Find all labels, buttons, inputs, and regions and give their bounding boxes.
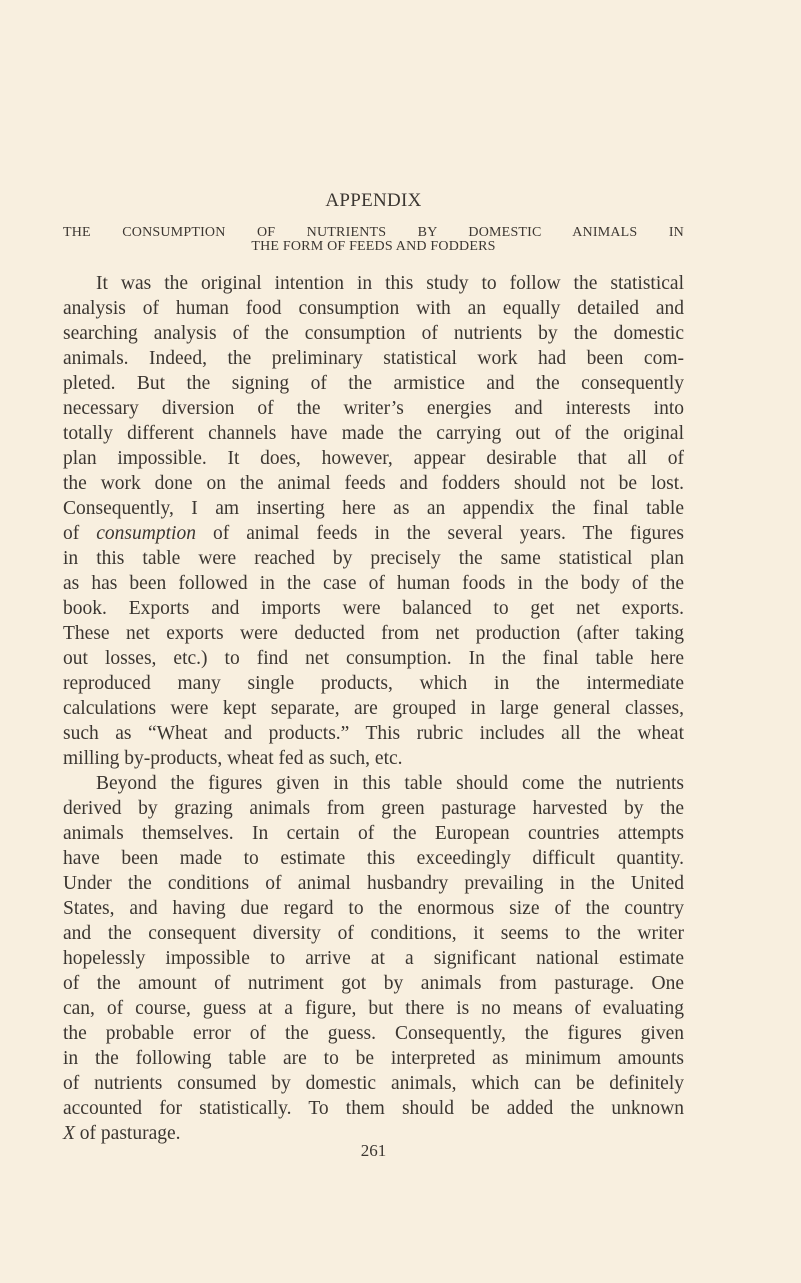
text-segment: of animal feeds in the several years. The figures (195, 523, 684, 544)
text-segment: can, of course, guess at a figure, but there is no means of evaluating (63, 998, 684, 1019)
text-line (63, 521, 684, 546)
text-segment: These net exports were deducted from net production (after taking (63, 623, 684, 644)
paragraph (63, 271, 684, 771)
text-segment: have been made to estimate this exceedingly difficult quantity. (63, 848, 684, 869)
text-segment: the work done on the animal feeds and fodders should not be lost. (63, 473, 684, 494)
text-segment: It was the original intention in this study to follow the statistical (96, 273, 684, 294)
italic-text: X (63, 1123, 75, 1144)
text-line (63, 471, 684, 496)
text-segment: of the amount of nutriment got by animals from pasturage. One (63, 973, 684, 994)
text-line (63, 596, 684, 621)
text-line (63, 1071, 684, 1096)
text-segment: of pasturage. (74, 1123, 181, 1144)
text-line (63, 946, 684, 971)
text-segment: necessary diversion of the writer’s energies and interests into (63, 398, 684, 419)
text-line (63, 571, 684, 596)
text-segment: Consequently, I am inserting here as an appendix the final table (63, 498, 684, 519)
appendix-heading: APPENDIX (325, 190, 422, 211)
text-segment: out losses, etc.) to find net consumption. In the final table here (63, 648, 684, 669)
text-segment: animals. Indeed, the preliminary statistical work had been com- (63, 348, 684, 369)
text-line (63, 746, 684, 771)
text-segment: accounted for statistically. To them should be added the unknown (63, 1098, 684, 1119)
text-line (63, 871, 684, 896)
text-line (63, 621, 684, 646)
subtitle-line-1: THE CONSUMPTION OF NUTRIENTS BY DOMESTIC ANIMALS IN (63, 225, 684, 240)
text-segment: milling by-products, wheat fed as such, etc. (63, 748, 403, 769)
text-line (63, 371, 684, 396)
text-line (63, 1096, 684, 1121)
text-line (63, 771, 684, 796)
text-segment: and the consequent diversity of conditions, it seems to the writer (63, 923, 684, 944)
text-segment: in the following table are to be interpreted as minimum amounts (63, 1048, 684, 1069)
paragraph (63, 771, 684, 1146)
text-line (63, 796, 684, 821)
text-line (63, 721, 684, 746)
text-line (63, 321, 684, 346)
text-line (63, 271, 684, 296)
text-segment: book. Exports and imports were balanced to get net exports. (63, 598, 684, 619)
text-line (63, 696, 684, 721)
text-line (63, 1021, 684, 1046)
text-segment: searching analysis of the consumption of nutrients by the domestic (63, 323, 684, 344)
text-line (63, 1046, 684, 1071)
text-segment: totally different channels have made the carrying out of the original (63, 423, 684, 444)
text-line (63, 421, 684, 446)
text-segment: such as “Wheat and products.” This rubric includes all the wheat (63, 723, 684, 744)
text-segment: plan impossible. It does, however, appear desirable that all of (63, 448, 684, 469)
text-segment: pleted. But the signing of the armistice and the consequently (63, 373, 684, 394)
body-text (63, 271, 684, 1146)
text-segment: of nutrients consumed by domestic animals, which can be definitely (63, 1073, 684, 1094)
page-number: 261 (360, 1141, 387, 1160)
text-line (63, 671, 684, 696)
text-line (63, 346, 684, 371)
text-segment: derived by grazing animals from green pasturage harvested by the (63, 798, 684, 819)
subtitle-line-2: THE FORM OF FEEDS AND FODDERS (251, 239, 496, 254)
text-line (63, 921, 684, 946)
text-segment: of (63, 523, 97, 544)
italic-text: consumption (96, 523, 196, 544)
text-line (63, 996, 684, 1021)
text-segment: in this table were reached by precisely the same statistical plan (63, 548, 684, 569)
text-segment: analysis of human food consumption with an equally detailed and (63, 298, 684, 319)
text-line (63, 846, 684, 871)
text-line (63, 896, 684, 921)
text-segment: the probable error of the guess. Consequently, the figures given (63, 1023, 684, 1044)
text-line (63, 446, 684, 471)
text-line (63, 496, 684, 521)
text-segment: reproduced many single products, which in the intermediate (63, 673, 684, 694)
text-line (63, 971, 684, 996)
text-line (63, 296, 684, 321)
text-segment: as has been followed in the case of human foods in the body of the (63, 573, 684, 594)
text-line (63, 396, 684, 421)
text-line (63, 821, 684, 846)
text-line (63, 646, 684, 671)
text-segment: States, and having due regard to the enormous size of the country (63, 898, 684, 919)
text-segment: Under the conditions of animal husbandry prevailing in the United (63, 873, 684, 894)
text-line (63, 546, 684, 571)
text-segment: hopelessly impossible to arrive at a significant national estimate (63, 948, 684, 969)
text-segment: Beyond the figures given in this table should come the nutrients (96, 773, 684, 794)
text-segment: animals themselves. In certain of the European countries attempts (63, 823, 684, 844)
text-segment: calculations were kept separate, are grouped in large general classes, (63, 698, 684, 719)
